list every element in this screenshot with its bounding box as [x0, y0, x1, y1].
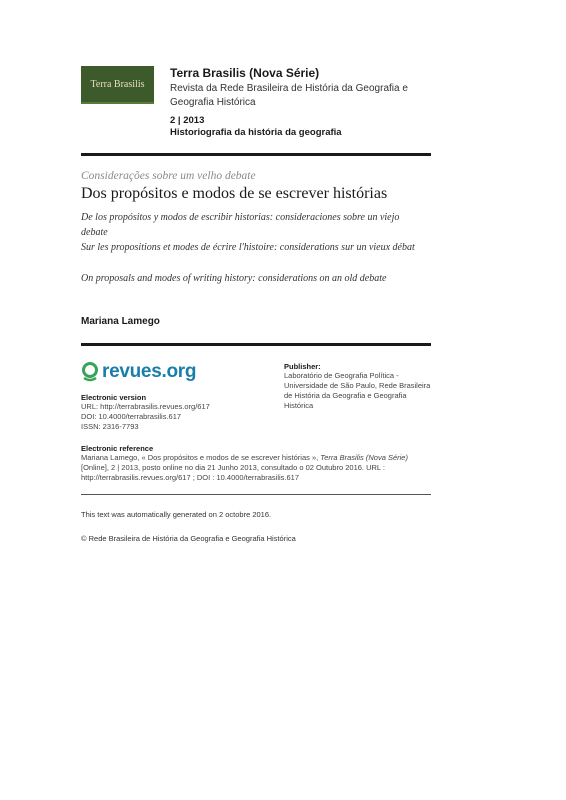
issn-text: ISSN: 2316-7793 — [81, 422, 139, 431]
url-link[interactable]: URL: http://terrabrasilis.revues.org/617 — [81, 402, 210, 411]
article-title: Dos propósitos e modos de se escrever histórias — [81, 185, 388, 202]
author-divider — [81, 343, 431, 346]
publisher-text: Laboratório de Geografia Política - Universidade de São Paulo, Rede Brasileira de História da Geografia e Geografia Histórica — [284, 371, 431, 410]
reference-prefix: Mariana Lamego, « Dos propósitos e modos de se escrever histórias », — [81, 453, 321, 462]
electronic-reference-label: Electronic reference — [81, 444, 154, 453]
journal-title: Terra Brasilis (Nova Série) — [170, 66, 320, 80]
electronic-reference-block — [81, 444, 431, 483]
article-author: Mariana Lamego — [81, 316, 160, 327]
doi-link[interactable]: DOI: 10.4000/terrabrasilis.617 — [81, 412, 182, 421]
reference-divider — [81, 494, 431, 495]
header-divider — [81, 153, 431, 156]
journal-subtitle: Revista da Rede Brasileira de História da Geografia e Geografia Histórica — [170, 83, 408, 108]
issue-theme: Historiografia da história da geografia — [170, 127, 342, 138]
title-spanish: De los propósitos y modos de escribir historias: consideraciones sobre un viejo debate — [81, 212, 400, 238]
title-english: On proposals and modes of writing history: considerations on an old debate — [81, 273, 387, 284]
revues-logo[interactable] — [81, 361, 196, 383]
issue-info — [170, 115, 342, 139]
journal-logo-text: Terra Brasilis — [90, 78, 145, 90]
revues-logo-text: revues.org — [102, 361, 197, 382]
publisher-label: Publisher: — [284, 362, 321, 371]
reference-suffix: [Online], 2 | 2013, posto online no dia 21 Junho 2013, consultado o 02 Outubro 2016. URL : http://terrabrasilis.revues.org/617 ; DOI : 10.4000/terrabrasilis.617 — [81, 463, 385, 482]
article-kicker: Considerações sobre um velho debate — [81, 170, 256, 182]
reference-text — [81, 453, 431, 483]
generated-note: This text was automatically generated on 2 octobre 2016. — [81, 510, 272, 519]
electronic-version-label: Electronic version — [81, 393, 147, 402]
electronic-version-block — [81, 393, 210, 432]
revues-icon — [81, 362, 99, 382]
copyright-note: © Rede Brasileira de História da Geografia e Geografia Histórica — [81, 534, 296, 543]
title-french: Sur les propositions et modes de écrire l'histoire: considerations sur un vieux débat — [81, 242, 415, 253]
journal-logo — [81, 66, 154, 104]
issue-number: 2 | 2013 — [170, 115, 205, 126]
reference-journal: Terra Brasilis (Nova Série) — [320, 453, 408, 462]
publisher-block — [284, 362, 434, 411]
